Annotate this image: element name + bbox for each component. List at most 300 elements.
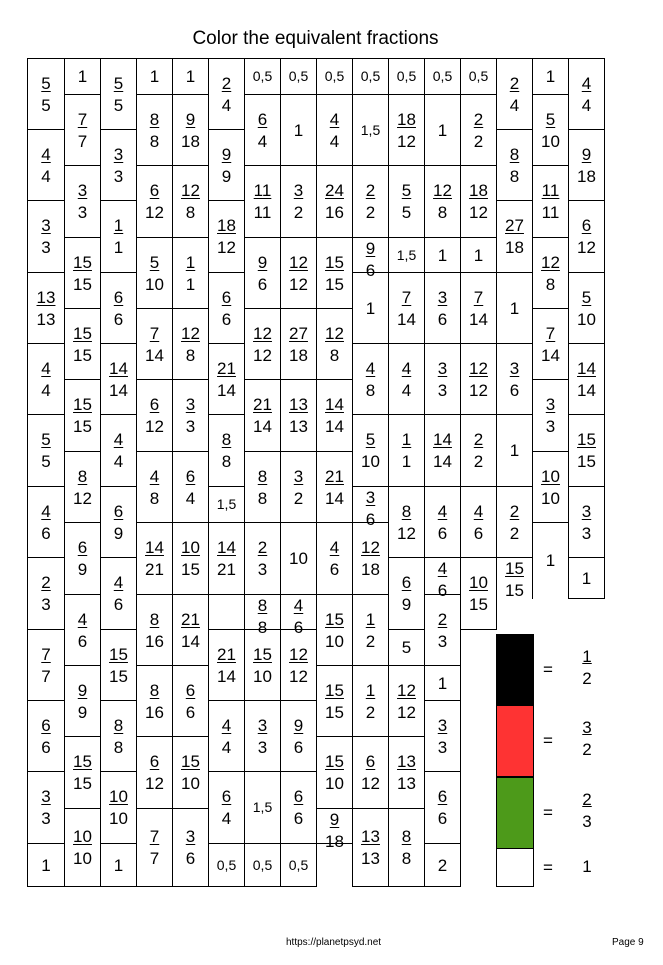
numerator: 11 bbox=[253, 181, 272, 200]
denominator: 4 bbox=[509, 95, 520, 115]
numerator: 3 bbox=[41, 216, 51, 235]
numerator: 12 bbox=[325, 323, 344, 343]
grid-cell[interactable] bbox=[568, 557, 605, 599]
grid-cell[interactable] bbox=[64, 665, 101, 737]
denominator: 10 bbox=[73, 849, 92, 868]
grid-cell[interactable] bbox=[172, 379, 209, 452]
grid-cell[interactable] bbox=[568, 200, 605, 273]
grid-cell[interactable] bbox=[136, 58, 173, 95]
grid-cell[interactable] bbox=[244, 237, 281, 309]
numerator: 9 bbox=[185, 109, 196, 129]
numerator: 5 bbox=[41, 73, 51, 93]
grid-cell[interactable] bbox=[136, 94, 173, 166]
grid-cell[interactable] bbox=[64, 237, 101, 309]
grid-cell[interactable] bbox=[532, 94, 569, 166]
grid-cell[interactable] bbox=[280, 165, 317, 238]
grid-cell[interactable] bbox=[352, 414, 389, 487]
numerator: 12 bbox=[469, 358, 488, 378]
fraction bbox=[65, 182, 100, 222]
decimal-value: 1,5 bbox=[252, 799, 273, 815]
grid-cell[interactable] bbox=[388, 808, 425, 887]
fraction bbox=[137, 539, 172, 579]
grid-cell[interactable] bbox=[460, 165, 497, 238]
denominator: 8 bbox=[149, 131, 160, 151]
grid-cell[interactable] bbox=[172, 736, 209, 809]
grid-cell[interactable] bbox=[136, 665, 173, 737]
grid-cell[interactable] bbox=[280, 843, 317, 887]
grid-cell[interactable] bbox=[27, 272, 65, 344]
grid-cell[interactable] bbox=[388, 94, 425, 166]
grid-cell[interactable] bbox=[532, 165, 569, 238]
numerator: 8 bbox=[509, 144, 520, 164]
grid-cell[interactable] bbox=[424, 94, 461, 166]
grid-cell[interactable] bbox=[244, 843, 281, 887]
denominator: 14 bbox=[217, 380, 236, 400]
numerator: 4 bbox=[113, 430, 124, 449]
fraction bbox=[497, 503, 532, 543]
denominator: 18 bbox=[325, 832, 344, 851]
grid-cell[interactable] bbox=[460, 486, 497, 558]
grid-cell[interactable] bbox=[532, 451, 569, 523]
grid-cell[interactable] bbox=[496, 557, 533, 599]
numerator: 2 bbox=[509, 501, 520, 521]
grid-cell[interactable] bbox=[460, 94, 497, 166]
grid-cell[interactable] bbox=[208, 272, 245, 344]
grid-cell[interactable] bbox=[27, 343, 65, 415]
grid-cell[interactable] bbox=[280, 379, 317, 452]
denominator: 8 bbox=[149, 488, 160, 508]
grid-cell[interactable] bbox=[64, 808, 101, 887]
denominator: 3 bbox=[545, 417, 556, 436]
numerator: 3 bbox=[257, 715, 268, 735]
grid-cell[interactable] bbox=[100, 486, 137, 558]
grid-cell[interactable] bbox=[352, 343, 389, 415]
grid-cell[interactable] bbox=[352, 808, 389, 887]
grid-cell[interactable] bbox=[424, 165, 461, 238]
grid-cell[interactable] bbox=[244, 58, 281, 95]
numerator: 14 bbox=[145, 538, 164, 557]
denominator: 2 bbox=[293, 488, 304, 508]
grid-cell[interactable] bbox=[172, 308, 209, 380]
grid-cell[interactable] bbox=[172, 451, 209, 523]
fraction bbox=[137, 753, 172, 793]
grid-cell[interactable] bbox=[388, 237, 425, 273]
grid-cell[interactable] bbox=[316, 594, 353, 666]
grid-cell[interactable] bbox=[136, 522, 173, 595]
denominator: 18 bbox=[505, 238, 524, 257]
numerator: 14 bbox=[577, 358, 596, 378]
fraction bbox=[425, 611, 460, 651]
denominator: 12 bbox=[289, 274, 308, 294]
numerator: 10 bbox=[181, 538, 200, 557]
grid-cell[interactable] bbox=[64, 736, 101, 809]
fraction bbox=[389, 431, 424, 471]
numerator: 7 bbox=[545, 323, 556, 343]
grid-cell[interactable] bbox=[388, 414, 425, 487]
grid-cell[interactable] bbox=[280, 58, 317, 95]
fraction bbox=[173, 611, 208, 651]
grid-cell[interactable] bbox=[64, 308, 101, 380]
grid-cell[interactable] bbox=[208, 843, 245, 887]
fraction bbox=[101, 646, 136, 686]
grid-cell[interactable] bbox=[244, 379, 281, 452]
grid-cell[interactable] bbox=[316, 237, 353, 309]
grid-cell[interactable] bbox=[27, 129, 65, 201]
grid-cell[interactable] bbox=[244, 629, 281, 701]
grid-cell[interactable] bbox=[136, 594, 173, 666]
numerator: 9 bbox=[293, 715, 304, 735]
grid-cell[interactable] bbox=[136, 736, 173, 809]
grid-cell[interactable] bbox=[316, 522, 353, 595]
grid-cell[interactable] bbox=[100, 771, 137, 844]
grid-cell[interactable] bbox=[244, 165, 281, 238]
grid-cell[interactable] bbox=[244, 522, 281, 595]
numerator: 15 bbox=[73, 395, 92, 414]
fraction bbox=[317, 539, 352, 579]
denominator: 7 bbox=[77, 131, 88, 151]
legend-value: 3 2 bbox=[582, 718, 592, 759]
grid-cell[interactable] bbox=[64, 94, 101, 166]
grid-cell[interactable] bbox=[244, 771, 281, 844]
grid-cell[interactable] bbox=[27, 629, 65, 701]
numerator: 15 bbox=[253, 644, 272, 664]
denominator: 15 bbox=[325, 274, 344, 294]
numerator: 1 bbox=[401, 430, 412, 449]
grid-cell[interactable] bbox=[244, 594, 281, 637]
grid-cell[interactable] bbox=[172, 808, 209, 887]
grid-cell[interactable] bbox=[424, 272, 461, 344]
grid-cell[interactable] bbox=[100, 343, 137, 415]
grid-cell[interactable] bbox=[27, 557, 65, 630]
fraction bbox=[281, 646, 316, 686]
denominator: 4 bbox=[221, 809, 232, 828]
fraction bbox=[101, 146, 136, 186]
grid-cell[interactable] bbox=[352, 522, 389, 595]
grid-cell[interactable] bbox=[568, 486, 605, 558]
grid-cell[interactable] bbox=[208, 414, 245, 487]
denominator: 11 bbox=[253, 203, 272, 222]
grid-cell[interactable] bbox=[496, 272, 533, 344]
grid-cell[interactable] bbox=[64, 379, 101, 452]
numerator: 12 bbox=[361, 538, 380, 557]
grid-cell[interactable] bbox=[27, 771, 65, 844]
decimal-value: 0,5 bbox=[216, 856, 237, 873]
grid-cell[interactable] bbox=[352, 165, 389, 238]
grid-cell[interactable] bbox=[388, 165, 425, 238]
grid-cell[interactable] bbox=[27, 486, 65, 558]
grid-cell[interactable] bbox=[316, 308, 353, 380]
grid-cell[interactable] bbox=[172, 94, 209, 166]
denominator: 18 bbox=[289, 345, 308, 365]
denominator: 14 bbox=[253, 417, 272, 436]
grid-cell[interactable] bbox=[460, 237, 497, 273]
grid-cell[interactable] bbox=[64, 451, 101, 523]
whole-number: 1 bbox=[509, 441, 520, 460]
denominator: 18 bbox=[181, 131, 200, 151]
grid-cell[interactable] bbox=[208, 343, 245, 415]
grid-cell[interactable] bbox=[568, 58, 605, 130]
grid-cell[interactable] bbox=[568, 272, 605, 344]
grid-cell[interactable] bbox=[244, 94, 281, 166]
grid-cell[interactable] bbox=[496, 129, 533, 201]
footer-url[interactable]: https://planetpsyd.net bbox=[286, 937, 382, 948]
denominator: 3 bbox=[257, 737, 268, 757]
grid-cell[interactable] bbox=[424, 594, 461, 666]
grid-cell[interactable] bbox=[424, 665, 461, 701]
grid-cell[interactable] bbox=[568, 129, 605, 201]
grid-cell[interactable] bbox=[424, 343, 461, 415]
grid-cell[interactable] bbox=[496, 486, 533, 558]
fraction bbox=[389, 828, 424, 868]
grid-cell[interactable] bbox=[100, 414, 137, 487]
grid-cell[interactable] bbox=[27, 843, 65, 887]
whole-number: 1 bbox=[437, 120, 448, 140]
numerator: 4 bbox=[149, 466, 160, 486]
whole-number: 1 bbox=[509, 298, 520, 318]
grid-cell[interactable] bbox=[27, 200, 65, 273]
grid-cell[interactable] bbox=[208, 200, 245, 273]
grid-cell[interactable] bbox=[316, 379, 353, 452]
grid-cell[interactable] bbox=[388, 665, 425, 737]
grid-cell[interactable] bbox=[496, 200, 533, 273]
numerator: 1 bbox=[113, 216, 124, 235]
grid-cell[interactable] bbox=[100, 557, 137, 630]
grid-cell[interactable] bbox=[388, 736, 425, 809]
grid-cell[interactable] bbox=[172, 594, 209, 666]
denominator: 6 bbox=[185, 849, 196, 868]
grid-cell[interactable] bbox=[64, 165, 101, 238]
numerator: 6 bbox=[113, 287, 124, 307]
fraction bbox=[28, 146, 64, 186]
grid-cell[interactable] bbox=[460, 272, 497, 344]
numerator: 13 bbox=[361, 827, 380, 846]
decimal-value: 0,5 bbox=[360, 68, 381, 84]
grid-cell[interactable] bbox=[280, 308, 317, 380]
fraction bbox=[137, 182, 172, 222]
grid-cell[interactable] bbox=[388, 486, 425, 558]
grid-cell[interactable] bbox=[424, 486, 461, 558]
grid-cell[interactable] bbox=[460, 557, 497, 630]
grid-cell[interactable] bbox=[27, 58, 65, 130]
denominator: 12 bbox=[73, 488, 92, 508]
fraction bbox=[209, 360, 244, 400]
grid-cell[interactable] bbox=[208, 58, 245, 130]
denominator: 5 bbox=[41, 95, 51, 115]
grid-cell[interactable] bbox=[280, 451, 317, 523]
grid-cell[interactable] bbox=[208, 594, 245, 630]
denominator: 4 bbox=[41, 166, 51, 186]
grid-cell[interactable] bbox=[100, 629, 137, 701]
grid-cell[interactable] bbox=[208, 129, 245, 201]
numerator: 6 bbox=[77, 538, 88, 557]
grid-cell[interactable] bbox=[496, 58, 533, 130]
grid-cell[interactable] bbox=[352, 58, 389, 95]
grid-cell[interactable] bbox=[532, 58, 569, 95]
numerator: 14 bbox=[217, 538, 236, 557]
grid-cell[interactable] bbox=[424, 58, 461, 95]
grid-cell[interactable] bbox=[316, 736, 353, 809]
grid-cell[interactable] bbox=[568, 343, 605, 415]
grid-cell[interactable] bbox=[460, 343, 497, 415]
grid-cell[interactable] bbox=[280, 522, 317, 595]
denominator: 8 bbox=[113, 737, 124, 757]
numerator: 4 bbox=[221, 715, 232, 735]
grid-cell[interactable] bbox=[460, 58, 497, 95]
fraction bbox=[65, 828, 100, 868]
fraction bbox=[245, 396, 280, 436]
grid-cell[interactable] bbox=[388, 58, 425, 95]
grid-cell[interactable] bbox=[244, 308, 281, 380]
numerator: 15 bbox=[325, 752, 344, 771]
grid-cell[interactable] bbox=[316, 808, 353, 851]
grid-cell[interactable] bbox=[208, 629, 245, 701]
numerator: 6 bbox=[149, 752, 160, 771]
fraction bbox=[317, 811, 352, 851]
grid-cell[interactable] bbox=[316, 451, 353, 523]
denominator: 14 bbox=[325, 488, 344, 508]
grid-cell[interactable] bbox=[172, 237, 209, 309]
grid-cell[interactable] bbox=[496, 414, 533, 487]
grid-cell[interactable] bbox=[532, 237, 569, 309]
grid-cell[interactable] bbox=[352, 594, 389, 666]
denominator: 2 bbox=[365, 203, 376, 222]
grid-cell[interactable] bbox=[100, 843, 137, 887]
numerator: 5 bbox=[401, 181, 412, 200]
grid-cell[interactable] bbox=[424, 414, 461, 487]
grid-cell[interactable] bbox=[460, 414, 497, 487]
grid-cell[interactable] bbox=[100, 272, 137, 344]
legend-swatch bbox=[496, 777, 534, 849]
grid-cell[interactable] bbox=[100, 129, 137, 201]
denominator: 4 bbox=[221, 95, 232, 115]
numerator: 10 bbox=[73, 827, 92, 846]
grid-cell[interactable] bbox=[172, 665, 209, 737]
grid-cell[interactable] bbox=[64, 594, 101, 666]
grid-cell[interactable] bbox=[424, 557, 461, 600]
grid-cell[interactable] bbox=[208, 486, 245, 523]
grid-cell[interactable] bbox=[352, 486, 389, 529]
grid-cell[interactable] bbox=[136, 308, 173, 380]
grid-cell[interactable] bbox=[352, 237, 389, 280]
denominator: 6 bbox=[437, 309, 448, 329]
fraction bbox=[28, 788, 64, 828]
grid-cell[interactable] bbox=[280, 237, 317, 309]
whole-number: 2 bbox=[437, 855, 448, 875]
grid-cell[interactable] bbox=[424, 700, 461, 772]
denominator: 12 bbox=[145, 417, 164, 436]
numerator: 8 bbox=[401, 827, 412, 846]
grid-cell[interactable] bbox=[244, 700, 281, 772]
grid-cell[interactable] bbox=[136, 808, 173, 887]
numerator: 12 bbox=[253, 323, 272, 343]
numerator: 9 bbox=[581, 144, 592, 164]
numerator: 7 bbox=[401, 287, 412, 307]
numerator: 3 bbox=[293, 466, 304, 486]
grid-cell[interactable] bbox=[64, 522, 101, 595]
grid-cell[interactable] bbox=[532, 308, 569, 380]
grid-cell[interactable] bbox=[316, 58, 353, 95]
grid-cell[interactable] bbox=[100, 58, 137, 130]
denominator: 6 bbox=[41, 523, 51, 543]
numerator: 13 bbox=[397, 752, 416, 771]
grid-cell[interactable] bbox=[352, 94, 389, 166]
grid-cell[interactable] bbox=[352, 272, 389, 344]
grid-cell[interactable] bbox=[532, 522, 569, 599]
grid-cell[interactable] bbox=[388, 272, 425, 344]
grid-cell[interactable] bbox=[136, 237, 173, 309]
grid-cell[interactable] bbox=[136, 379, 173, 452]
numerator: 27 bbox=[505, 216, 524, 235]
grid-cell[interactable] bbox=[280, 94, 317, 166]
grid-cell[interactable] bbox=[424, 843, 461, 887]
grid-cell[interactable] bbox=[136, 165, 173, 238]
grid-cell[interactable] bbox=[244, 451, 281, 523]
grid-cell[interactable] bbox=[172, 522, 209, 595]
grid-cell[interactable] bbox=[208, 522, 245, 595]
grid-cell[interactable] bbox=[532, 379, 569, 452]
legend-swatch bbox=[496, 848, 534, 887]
fraction bbox=[389, 360, 424, 400]
grid-cell[interactable] bbox=[280, 629, 317, 701]
grid-cell[interactable] bbox=[388, 629, 425, 666]
grid-cell[interactable] bbox=[27, 414, 65, 487]
grid-cell[interactable] bbox=[280, 771, 317, 844]
numerator: 3 bbox=[185, 827, 196, 846]
grid-cell[interactable] bbox=[27, 700, 65, 772]
numerator: 6 bbox=[149, 181, 160, 200]
numerator: 2 bbox=[437, 609, 448, 629]
numerator: 6 bbox=[221, 787, 232, 806]
fraction bbox=[173, 753, 208, 793]
grid-cell[interactable] bbox=[352, 736, 389, 809]
denominator: 3 bbox=[41, 809, 51, 828]
grid-cell[interactable] bbox=[172, 58, 209, 95]
numerator: 12 bbox=[541, 252, 560, 272]
fraction bbox=[173, 682, 208, 722]
grid-cell[interactable] bbox=[316, 665, 353, 737]
denominator: 8 bbox=[437, 203, 448, 222]
denominator: 8 bbox=[545, 274, 556, 294]
fraction bbox=[173, 254, 208, 294]
grid-cell[interactable] bbox=[568, 414, 605, 487]
decimal-value: 0,5 bbox=[396, 68, 417, 84]
grid-cell[interactable] bbox=[496, 343, 533, 415]
grid-cell[interactable] bbox=[208, 700, 245, 772]
grid-cell[interactable] bbox=[388, 557, 425, 630]
numerator: 8 bbox=[149, 609, 160, 629]
grid-cell[interactable] bbox=[316, 94, 353, 166]
grid-cell[interactable] bbox=[280, 594, 317, 637]
grid-cell[interactable] bbox=[316, 165, 353, 238]
grid-cell[interactable] bbox=[424, 771, 461, 844]
grid-cell[interactable] bbox=[100, 700, 137, 772]
fraction bbox=[28, 289, 64, 329]
numerator: 18 bbox=[469, 181, 488, 200]
denominator: 2 bbox=[365, 631, 376, 651]
grid-cell[interactable] bbox=[280, 700, 317, 772]
grid-cell[interactable] bbox=[172, 165, 209, 238]
grid-cell[interactable] bbox=[208, 771, 245, 844]
grid-cell[interactable] bbox=[100, 200, 137, 273]
fraction bbox=[497, 560, 532, 600]
fraction bbox=[425, 289, 460, 329]
grid-cell[interactable] bbox=[64, 58, 101, 95]
grid-cell[interactable] bbox=[352, 665, 389, 737]
grid-cell[interactable] bbox=[424, 237, 461, 273]
grid-cell[interactable] bbox=[136, 451, 173, 523]
fraction bbox=[245, 468, 280, 508]
grid-cell[interactable] bbox=[388, 343, 425, 415]
